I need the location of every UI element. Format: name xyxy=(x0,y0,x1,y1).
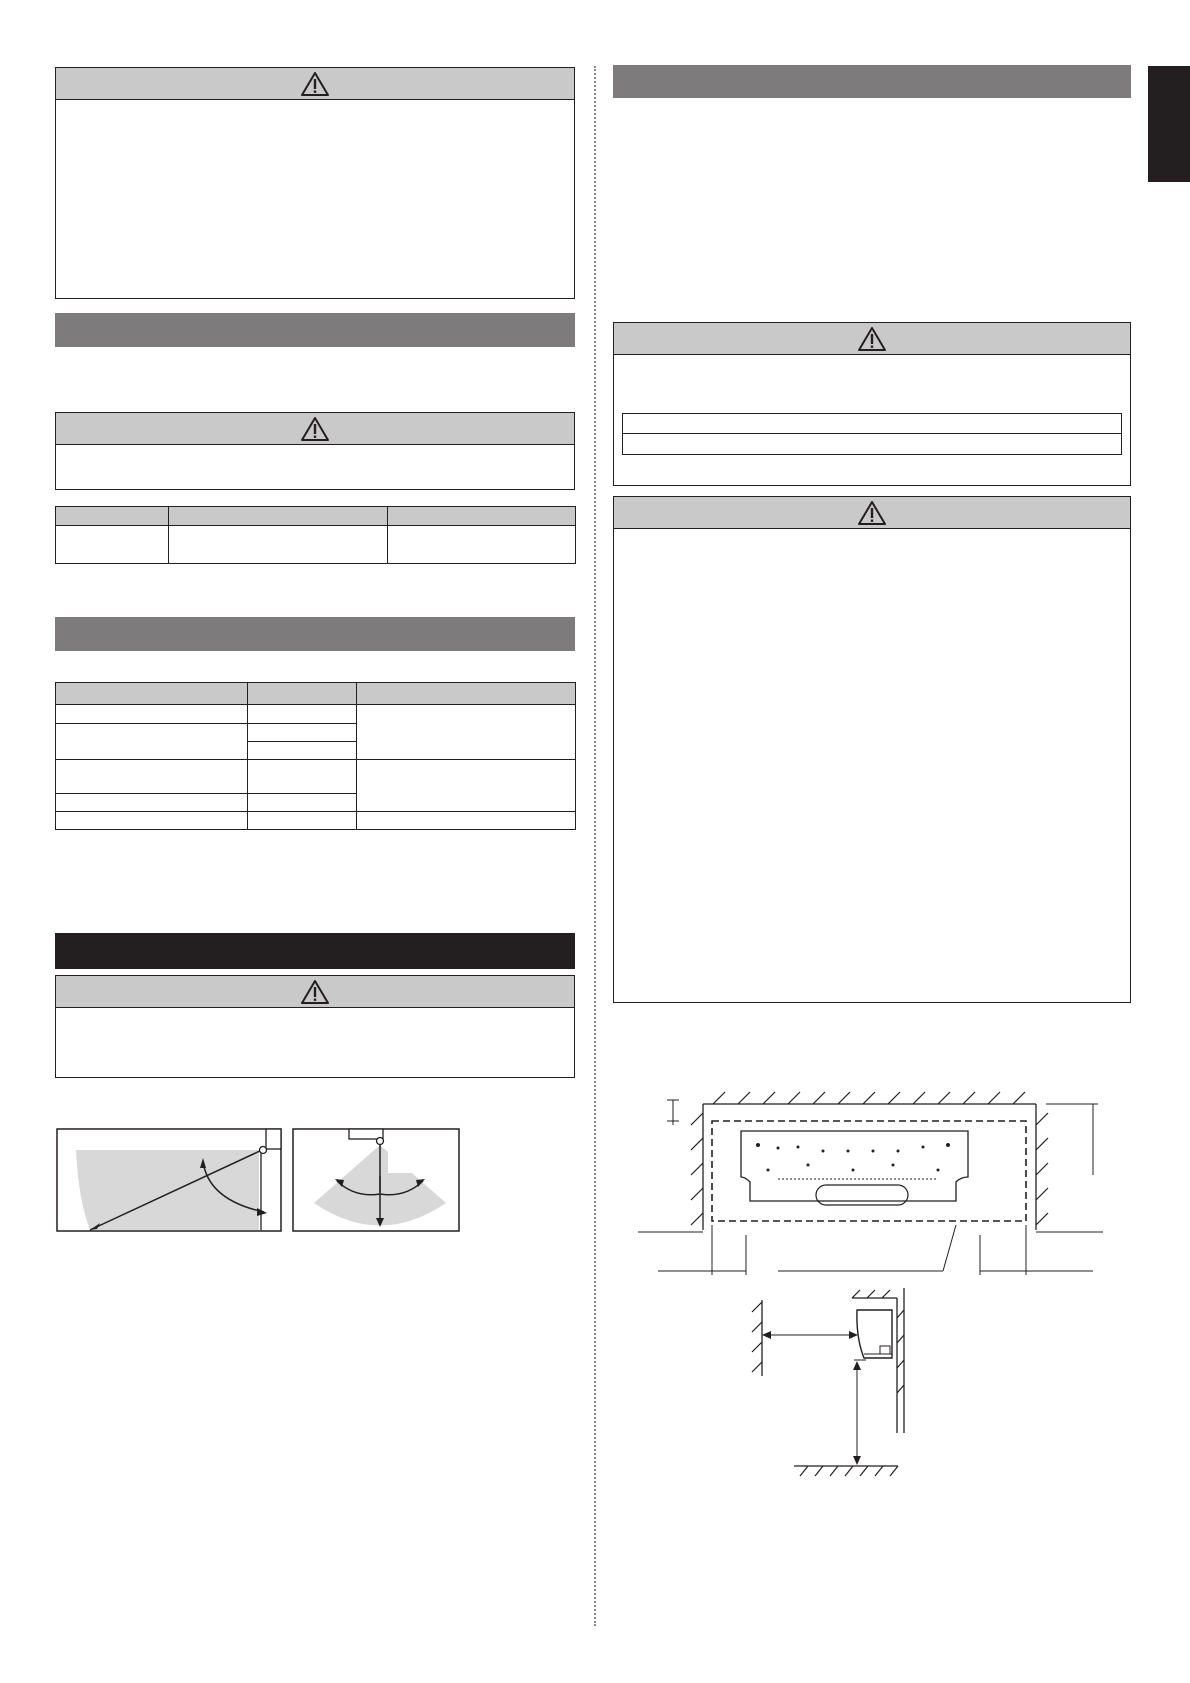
warning-box-5-header xyxy=(614,497,1130,529)
warning-triangle-icon xyxy=(300,416,330,442)
column-divider xyxy=(594,66,596,1626)
warning-triangle-icon xyxy=(300,71,330,97)
table-row xyxy=(56,705,576,724)
warning-box-2-header xyxy=(56,413,574,445)
table-row xyxy=(56,507,576,526)
warning-box-4-inner-rows xyxy=(622,413,1122,455)
warning-triangle-icon xyxy=(300,979,330,1005)
warning-box-1 xyxy=(55,67,575,299)
warning-box-4 xyxy=(613,322,1131,486)
installation-clearance-side-figure xyxy=(752,1288,912,1478)
warning-box-3 xyxy=(55,975,575,1078)
table-row xyxy=(56,812,576,830)
warning-triangle-icon xyxy=(857,500,887,526)
section-header-bar-1 xyxy=(55,313,575,347)
installation-clearance-front-figure xyxy=(638,1085,1108,1275)
warning-box-2 xyxy=(55,412,575,490)
chapter-header-bar xyxy=(55,933,575,969)
warning-triangle-icon xyxy=(857,326,887,352)
spec-table-1 xyxy=(55,506,576,564)
table-row xyxy=(56,526,576,564)
section-header-bar-2 xyxy=(55,617,575,651)
sensor-range-top-view-figure xyxy=(292,1128,460,1232)
warning-box-3-header xyxy=(56,976,574,1008)
warning-box-4-header xyxy=(614,323,1130,355)
table-row xyxy=(56,683,576,705)
section-header-bar-3 xyxy=(613,65,1131,98)
warning-box-5 xyxy=(613,496,1131,1003)
sensor-range-side-view-figure xyxy=(56,1128,282,1232)
table-row xyxy=(56,760,576,794)
language-tab xyxy=(1148,66,1190,182)
warning-box-1-header xyxy=(56,68,574,100)
spec-table-2 xyxy=(55,682,576,830)
